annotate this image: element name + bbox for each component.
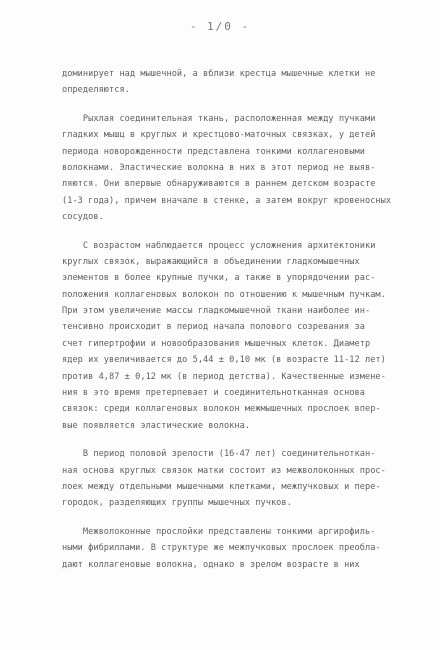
text-line: тенсивно происходит в период начала полового созревания за (62, 322, 365, 333)
text-line: определяются. (62, 85, 130, 96)
text-line: счет гипертрофии и новообразования мышечных клеток. Диаметр (62, 338, 371, 349)
paragraph-gap (62, 512, 408, 524)
paragraph (62, 111, 408, 226)
text-line: Межволоконные прослойки представлены тонкими аргирофиль- (62, 526, 376, 537)
text-line: ния в это время претерпевает и соединительнотканная основа (62, 388, 365, 399)
text-line: элементов в более крупные пучки, а также в упорядочении рас- (62, 273, 376, 284)
text-line: лоек между отдельными мышечными клетками, межпучковых и пере- (62, 481, 381, 492)
text-line: ядер их увеличивается до 5,44 ± 0,10 мк (в возрасте 11-12 лет) (62, 355, 386, 366)
body-text (62, 66, 408, 573)
text-line: ными фибриллами. В структуре же межпучковых прослоек преобла- (62, 543, 381, 554)
page-number: - 1/0 - (189, 20, 251, 33)
text-line: вые появляется эластические волокна. (62, 420, 251, 431)
paragraph-gap (62, 434, 408, 446)
paragraph-gap (62, 226, 408, 238)
text-line: ная основа круглых связок матки состоит из межволоконных прос- (62, 465, 386, 476)
text-line: Рыхлая соединительная ткань, расположенная между пучками (62, 113, 376, 124)
paragraph (62, 66, 408, 99)
text-line: В период половой зрелости (16-47 лет) соединительноткан- (62, 449, 376, 460)
paragraph (62, 238, 408, 435)
paragraph-gap (62, 99, 408, 111)
text-line: связок: среди коллагеновых волокон межмышечных прослоек впер- (62, 404, 381, 415)
paragraph (62, 446, 408, 512)
text-line: гладких мышц в круглых и крестцово-маточных связках, у детей (62, 130, 376, 141)
paragraph (62, 524, 408, 573)
text-line: доминирует над мышечной, а вблизи крестца мышечные клетки не (62, 69, 376, 79)
text-line: (1-3 года), причем вначале в стенке, а затем вокруг кровеносных (62, 195, 392, 206)
text-line: дают коллагеновые волокна, однако в зрелом возрасте в них (62, 559, 360, 570)
text-line: С возрастом наблюдается процесс усложнения архитектоники (62, 240, 376, 251)
text-line: При этом увеличение массы гладкомышечной ткани наиболее ин- (62, 306, 371, 317)
text-line: волокнами. Эластические волокна в них в этот период не выяв- (62, 162, 376, 173)
text-line: положения коллагеновых волокон по отношению к мышечным пучкам. (62, 289, 386, 300)
text-line: ляются. Они впервые обнаруживаются в раннем детском возрасте (62, 179, 376, 190)
text-line: городок, разделяющих группы мышечных пучков. (62, 498, 292, 509)
text-line: круглых связок, выражающийся в объединении гладкомышечных (62, 256, 360, 267)
text-line: сосудов. (62, 212, 104, 223)
text-line: периода новорожденности представлена тонкими коллагеновыми (62, 146, 365, 157)
text-line: против 4,87 ± 0,12 мк (в период детства). Качественные измене- (62, 371, 386, 382)
